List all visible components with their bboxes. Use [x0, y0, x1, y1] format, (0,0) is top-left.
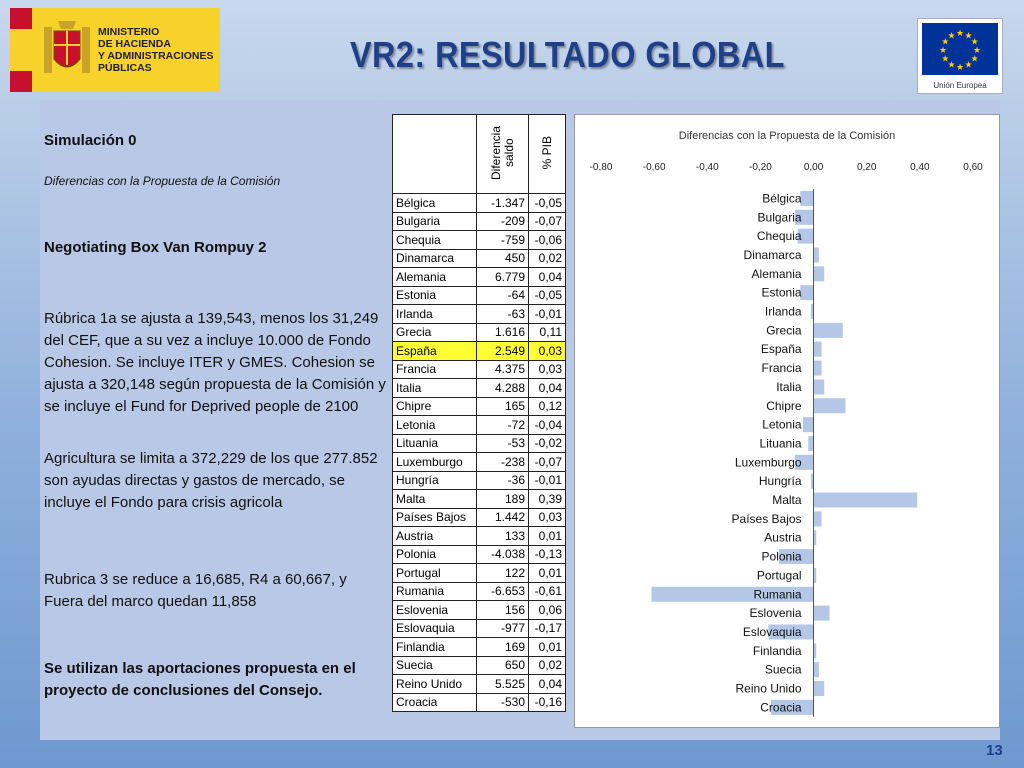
table-row	[393, 305, 566, 324]
table-row	[393, 471, 566, 490]
pib-cell: -0,13	[529, 545, 566, 564]
header-pib-label: % PIB	[539, 135, 554, 170]
category-label: Reino Unido	[735, 681, 802, 696]
pib-cell: 0,06	[529, 601, 566, 620]
category-label: Letonia	[762, 417, 802, 432]
table-row	[393, 397, 566, 416]
eu-logo	[917, 18, 1003, 94]
saldo-cell: -209	[477, 212, 529, 231]
table-header-saldo	[477, 115, 529, 194]
subtitle-label: Diferencias con la Propuesta de la Comisión	[44, 174, 281, 188]
ministry-line-4: PÚBLICAS	[98, 62, 152, 74]
pib-cell: -0,06	[529, 231, 566, 250]
category-label: Irlanda	[764, 304, 802, 319]
eu-star-icon: ★	[964, 30, 973, 41]
saldo-cell: -72	[477, 416, 529, 435]
eu-star-icon: ★	[964, 59, 973, 70]
pib-cell: -0,07	[529, 453, 566, 472]
table-row	[393, 508, 566, 527]
saldo-cell: -53	[477, 434, 529, 453]
category-label: Polonia	[761, 549, 802, 564]
category-label: Luxemburgo	[734, 455, 802, 470]
saldo-cell: -64	[477, 286, 529, 305]
pib-cell: 0,01	[529, 638, 566, 657]
bar	[814, 323, 843, 338]
eu-star-icon: ★	[955, 62, 965, 72]
pib-cell: -0,04	[529, 416, 566, 435]
country-cell: Lituania	[393, 434, 477, 453]
country-cell: Polonia	[393, 545, 477, 564]
category-label: Croacia	[760, 700, 802, 715]
pib-cell: 0,03	[529, 360, 566, 379]
category-label: Países Bajos	[731, 511, 802, 526]
eu-flag-icon	[922, 23, 998, 75]
rubrica-3-text: Rubrica 3 se reduce a 16,685, R4 a 60,667, y Fuera del marco quedan 11,858	[44, 571, 347, 610]
bar	[814, 493, 918, 508]
table-row	[393, 693, 566, 712]
saldo-cell: 4.375	[477, 360, 529, 379]
saldo-cell: -4.038	[477, 545, 529, 564]
table-row	[393, 286, 566, 305]
pib-cell: -0,01	[529, 471, 566, 490]
page-title: VR2: RESULTADO GLOBAL	[350, 34, 785, 75]
category-label: Eslovenia	[749, 606, 802, 621]
table-row	[393, 379, 566, 398]
saldo-cell: -759	[477, 231, 529, 250]
agricultura-text: Agricultura se limita a 372,229 de los que 277.852 son ayudas directas y gastos de mercado, se incluye el Fondo para crisis agricola	[44, 450, 378, 511]
country-cell: Irlanda	[393, 305, 477, 324]
saldo-cell: 650	[477, 656, 529, 675]
country-cell: Letonia	[393, 416, 477, 435]
bar	[814, 247, 819, 262]
bar	[814, 379, 825, 394]
category-label: Austria	[764, 530, 802, 545]
saldo-cell: 4.288	[477, 379, 529, 398]
eu-star-icon: ★	[941, 53, 950, 64]
pib-cell: 0,04	[529, 268, 566, 287]
bar	[814, 398, 846, 413]
pib-cell: -0,61	[529, 582, 566, 601]
bar	[808, 436, 813, 451]
eu-star-icon: ★	[947, 59, 956, 70]
country-cell: Grecia	[393, 323, 477, 342]
table-row	[393, 434, 566, 453]
bar	[814, 606, 830, 621]
saldo-cell: -36	[477, 471, 529, 490]
pib-cell: -0,02	[529, 434, 566, 453]
category-label: Chequia	[756, 229, 802, 244]
bar-chart	[575, 115, 999, 727]
simulation-label: Simulación 0	[44, 132, 137, 149]
saldo-cell: 122	[477, 564, 529, 583]
country-cell: Países Bajos	[393, 508, 477, 527]
eu-star-icon: ★	[955, 28, 965, 38]
country-cell: Reino Unido	[393, 675, 477, 694]
negotiating-box-label: Negotiating Box Van Rompuy 2	[44, 239, 267, 256]
country-cell: Bélgica	[393, 194, 477, 213]
country-cell: Bulgaria	[393, 212, 477, 231]
pib-cell: -0,17	[529, 619, 566, 638]
country-cell: Rumania	[393, 582, 477, 601]
table-row	[393, 323, 566, 342]
pib-cell: 0,04	[529, 675, 566, 694]
saldo-cell: 2.549	[477, 342, 529, 361]
pib-cell: -0,07	[529, 212, 566, 231]
saldo-cell: 165	[477, 397, 529, 416]
saldo-cell: -977	[477, 619, 529, 638]
pib-cell: 0,01	[529, 527, 566, 546]
table-row	[393, 582, 566, 601]
country-cell: Chequia	[393, 231, 477, 250]
category-label: Rumania	[753, 587, 802, 602]
eu-label: Unión Europea	[933, 81, 987, 90]
country-cell: Croacia	[393, 693, 477, 712]
saldo-cell: 6.779	[477, 268, 529, 287]
country-cell: España	[393, 342, 477, 361]
saldo-cell: -530	[477, 693, 529, 712]
saldo-cell: 189	[477, 490, 529, 509]
country-cell: Finlandia	[393, 638, 477, 657]
table-row	[393, 656, 566, 675]
rubrica-1a-text: Rúbrica 1a se ajusta a 139,543, menos los 31,249 del CEF, que a su vez a incluye 10.000 de Fondo Cohesion. Se incluye ITER y GMES. Cohesion se ajusta a 320,148 según propuesta de la Comisión y se incluye el Fund for Deprived people de 2100	[44, 310, 386, 415]
table-row	[393, 601, 566, 620]
pib-cell: -0,16	[529, 693, 566, 712]
category-label: Suecia	[764, 662, 802, 677]
bar	[800, 191, 813, 206]
saldo-cell: 133	[477, 527, 529, 546]
table-row	[393, 268, 566, 287]
table-header-country	[393, 115, 477, 194]
eu-star-icon: ★	[947, 30, 956, 41]
eu-star-icon: ★	[970, 53, 979, 64]
pib-cell: 0,04	[529, 379, 566, 398]
pib-cell: 0,03	[529, 508, 566, 527]
category-label: Portugal	[756, 568, 802, 583]
bar	[803, 417, 814, 432]
country-cell: Italia	[393, 379, 477, 398]
table-row	[393, 490, 566, 509]
pib-cell: 0,12	[529, 397, 566, 416]
table-header-pib	[529, 115, 566, 194]
table-row	[393, 545, 566, 564]
category-label: Finlandia	[752, 643, 802, 658]
category-label: Grecia	[766, 323, 802, 338]
pib-cell: 0,02	[529, 249, 566, 268]
bar	[800, 285, 813, 300]
country-cell: Luxemburgo	[393, 453, 477, 472]
eu-star-icon: ★	[941, 36, 950, 47]
saldo-cell: -238	[477, 453, 529, 472]
eu-star-icon: ★	[970, 36, 979, 47]
table-row	[393, 619, 566, 638]
ministry-line-1: MINISTERIO	[98, 26, 160, 38]
pib-cell: -0,01	[529, 305, 566, 324]
country-cell: Hungría	[393, 471, 477, 490]
saldo-cell: 1.616	[477, 323, 529, 342]
saldo-cell: 5.525	[477, 675, 529, 694]
category-label: Bulgaria	[757, 210, 802, 225]
table-row	[393, 360, 566, 379]
category-label: Malta	[772, 493, 802, 508]
x-tick-label: 0,40	[910, 162, 930, 173]
country-cell: Suecia	[393, 656, 477, 675]
x-tick-label: 0,20	[856, 162, 877, 173]
pib-cell: 0,39	[529, 490, 566, 509]
table-row	[393, 194, 566, 213]
bar	[814, 266, 825, 281]
saldo-cell: 450	[477, 249, 529, 268]
category-label: Hungría	[758, 474, 802, 489]
ministry-logo	[10, 8, 220, 92]
x-tick-label: -0,60	[642, 162, 666, 173]
saldo-cell: 156	[477, 601, 529, 620]
x-tick-label: -0,20	[749, 162, 772, 173]
category-label: Dinamarca	[743, 247, 802, 262]
table-row	[393, 453, 566, 472]
x-tick-label: -0,40	[695, 162, 719, 173]
category-label: Italia	[776, 379, 802, 394]
pib-cell: 0,11	[529, 323, 566, 342]
category-label: Eslovaquia	[742, 624, 802, 639]
coat-of-arms-icon	[40, 17, 94, 83]
page-number: 13	[986, 742, 1003, 759]
bar	[814, 662, 819, 677]
saldo-cell: -63	[477, 305, 529, 324]
table-row	[393, 212, 566, 231]
pib-cell: 0,01	[529, 564, 566, 583]
ministry-line-3: Y ADMINISTRACIONES	[98, 50, 214, 62]
eu-star-icon: ★	[972, 45, 982, 55]
category-label: Francia	[761, 361, 802, 376]
chart-title: Diferencias con la Propuesta de la Comisión	[678, 130, 896, 142]
ministry-line-2: DE HACIENDA	[98, 38, 171, 50]
country-cell: Eslovenia	[393, 601, 477, 620]
category-label: España	[760, 342, 802, 357]
bar	[814, 681, 825, 696]
data-table	[392, 114, 566, 712]
country-cell: Eslovaquia	[393, 619, 477, 638]
table-row	[393, 416, 566, 435]
eu-star-icon: ★	[938, 45, 948, 55]
saldo-cell: 1.442	[477, 508, 529, 527]
x-tick-label: -0,80	[589, 162, 613, 173]
x-tick-label: 0,00	[803, 162, 824, 173]
header-saldo-label: Diferencia saldo	[488, 125, 516, 180]
country-cell: Malta	[393, 490, 477, 509]
table-row	[393, 527, 566, 546]
table-body	[393, 194, 566, 712]
table-row	[393, 231, 566, 250]
bar	[814, 511, 822, 526]
table-row	[393, 564, 566, 583]
category-label: Bélgica	[762, 191, 802, 206]
category-label: Chipre	[766, 398, 802, 413]
table-row	[393, 342, 566, 361]
saldo-cell: -6.653	[477, 582, 529, 601]
country-cell: Portugal	[393, 564, 477, 583]
bar	[814, 342, 822, 357]
pib-cell: -0,05	[529, 194, 566, 213]
country-cell: Dinamarca	[393, 249, 477, 268]
country-cell: Francia	[393, 360, 477, 379]
x-tick-label: 0,60	[963, 162, 983, 173]
saldo-cell: 169	[477, 638, 529, 657]
ministry-name	[98, 26, 214, 74]
saldo-cell: -1.347	[477, 194, 529, 213]
table-row	[393, 675, 566, 694]
table-row	[393, 249, 566, 268]
country-cell: Austria	[393, 527, 477, 546]
country-cell: Chipre	[393, 397, 477, 416]
category-label: Alemania	[751, 266, 802, 281]
table-row	[393, 638, 566, 657]
table-header-row	[393, 115, 566, 194]
pib-cell: -0,05	[529, 286, 566, 305]
country-cell: Estonia	[393, 286, 477, 305]
country-cell: Alemania	[393, 268, 477, 287]
spain-flag-icon	[10, 8, 32, 92]
category-label: Lituania	[759, 436, 802, 451]
pib-cell: 0,02	[529, 656, 566, 675]
bar	[814, 361, 822, 376]
pib-cell: 0,03	[529, 342, 566, 361]
category-label: Estonia	[761, 285, 802, 300]
conclusion-text: Se utilizan las aportaciones propuesta en el proyecto de conclusiones del Consejo.	[44, 660, 356, 699]
chart-container	[574, 114, 1000, 728]
